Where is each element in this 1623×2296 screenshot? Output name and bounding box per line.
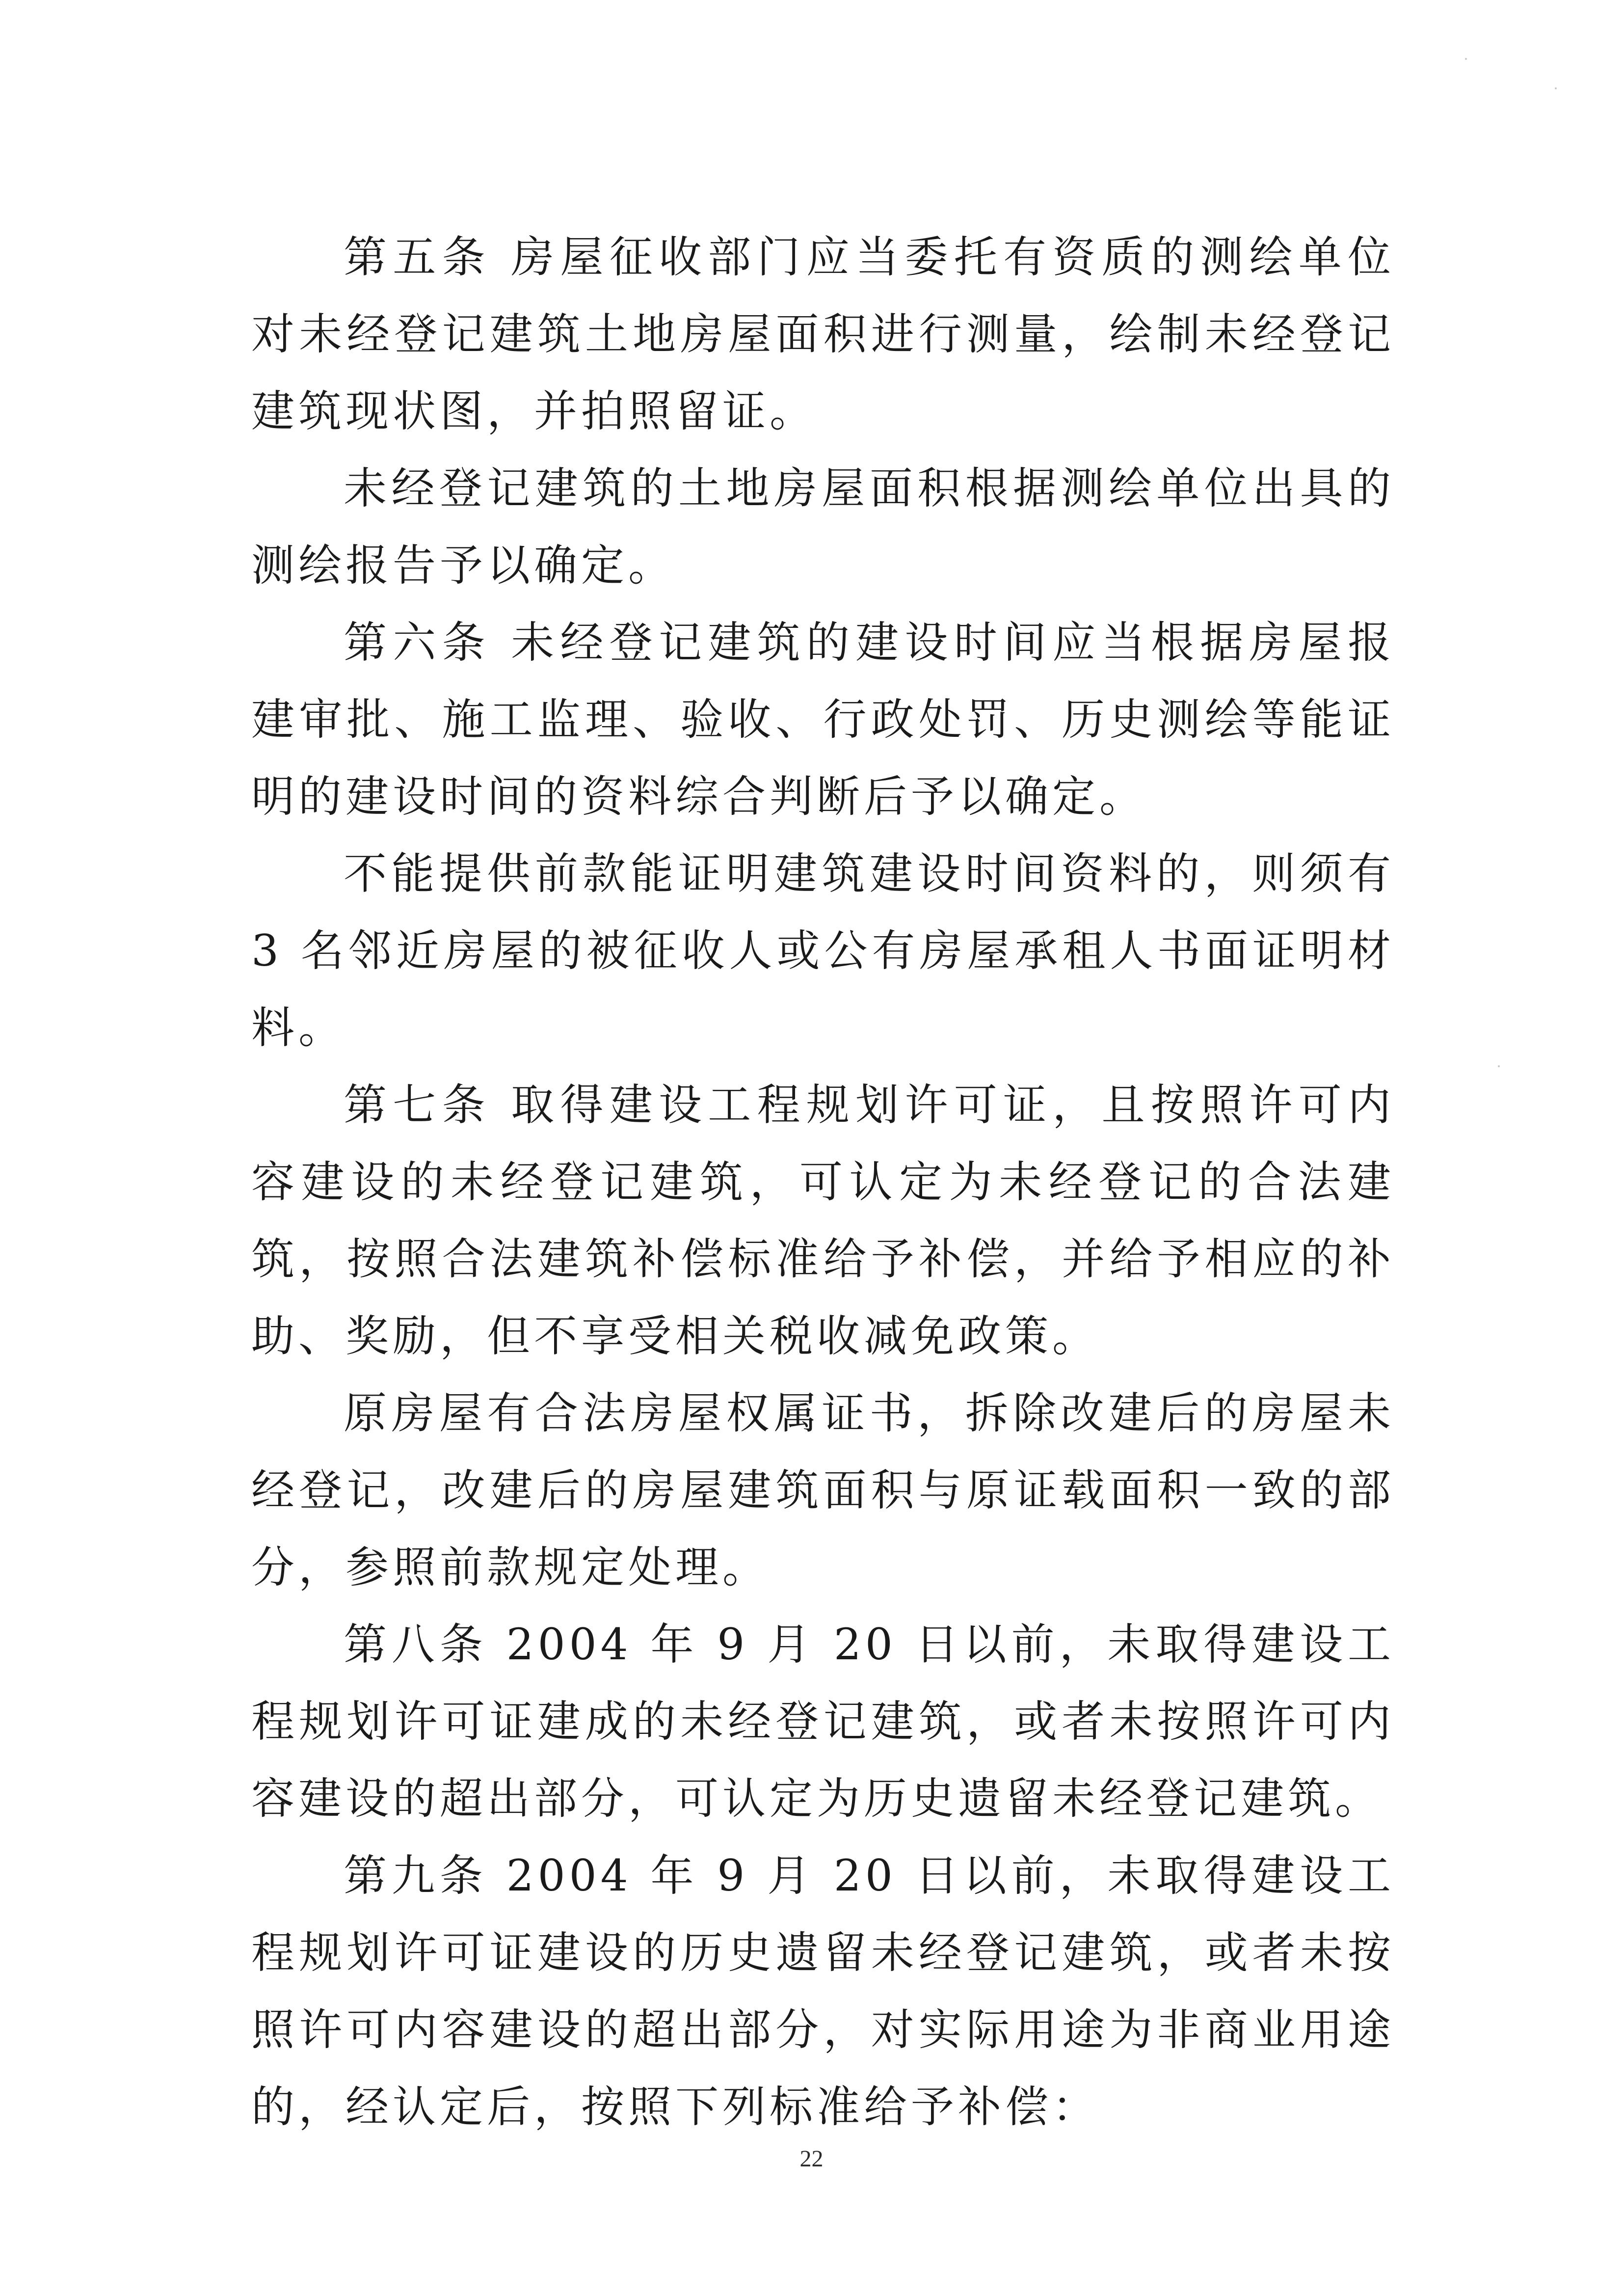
paragraph-article-5: 第五条 房屋征收部门应当委托有资质的测绘单位对未经登记建筑土地房屋面积进行测量，绘制未经登记建筑现状图，并拍照留证。 xyxy=(251,232,1395,436)
paragraph-rebuilt-housing: 原房屋有合法房屋权属证书，拆除改建后的房屋未经登记，改建后的房屋建筑面积与原证载面积一致的部分，参照前款规定处理。 xyxy=(251,1388,1395,1593)
paragraph-area-determination: 未经登记建筑的土地房屋面积根据测绘单位出具的测绘报告予以确定。 xyxy=(251,463,1395,591)
paragraph-article-8: 第八条 2004 年 9 月 20 日以前，未取得建设工程规划许可证建成的未经登记建筑，或者未按照许可内容建设的超出部分，可认定为历史遗留未经登记建筑。 xyxy=(251,1619,1395,1824)
scan-speck xyxy=(1498,1065,1500,1067)
paragraph-article-9: 第九条 2004 年 9 月 20 日以前，未取得建设工程规划许可证建设的历史遗留未经登记建筑，或者未按照许可内容建设的超出部分，对实际用途为非商业用途的，经认定后，按照下列标准给予补偿： xyxy=(251,1850,1395,2132)
paragraph-article-6: 第六条 未经登记建筑的建设时间应当根据房屋报建审批、施工监理、验收、行政处罚、历史测绘等能证明的建设时间的资料综合判断后予以确定。 xyxy=(251,617,1395,822)
paragraph-article-7: 第七条 取得建设工程规划许可证，且按照许可内容建设的未经登记建筑，可认定为未经登记的合法建筑，按照合法建筑补偿标准给予补偿，并给予相应的补助、奖励，但不享受相关税收减免政策。 xyxy=(251,1080,1395,1361)
scan-speck xyxy=(1555,87,1557,89)
paragraph-neighbor-proof: 不能提供前款能证明建筑建设时间资料的，则须有 3 名邻近房屋的被征收人或公有房屋承租人书面证明材料。 xyxy=(251,848,1395,1053)
document-body xyxy=(251,218,1395,2145)
scan-speck xyxy=(1465,58,1467,60)
page-number: 22 xyxy=(799,2146,824,2172)
